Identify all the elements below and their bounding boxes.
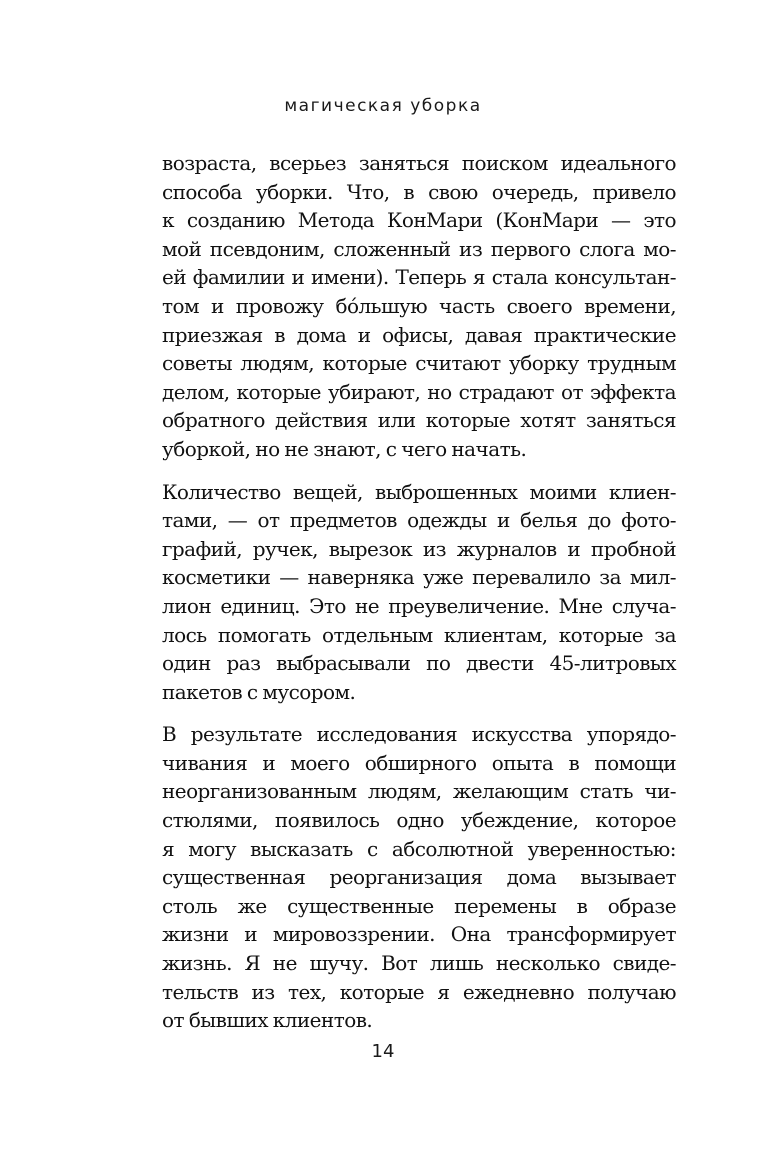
text-line: приезжая в дома и офисы, давая практические xyxy=(162,322,676,347)
text-line: Количество вещей, выброшенных моими клиен- xyxy=(162,479,676,504)
page-number: 14 xyxy=(371,1041,395,1062)
text-line: уборкой, но не знают, с чего начать. xyxy=(162,436,527,461)
text-line: к созданию Метода КонМари (КонМари — это xyxy=(162,208,676,233)
text-line: обратного действия или которые хотят заняться xyxy=(162,408,676,433)
paragraph xyxy=(162,149,676,464)
text-line: чивания и моего обширного опыта в помощи xyxy=(162,750,676,775)
text-line: лось помогать отдельным клиентам, которые за xyxy=(162,622,676,647)
text-line: советы людям, которые считают уборку трудным xyxy=(162,351,676,376)
paragraph xyxy=(162,478,676,707)
text-line: графий, ручек, вырезок из журналов и пробной xyxy=(162,536,676,561)
running-head: магическая уборка xyxy=(284,96,482,116)
text-line: косметики — наверняка уже перевалило за мил- xyxy=(162,565,676,590)
body-text xyxy=(162,149,676,1049)
text-line: существенная реорганизация дома вызывает xyxy=(162,865,676,890)
text-line: столь же существенные перемены в образе xyxy=(162,893,676,918)
text-line: один раз выбрасывали по двести 45-литровых xyxy=(162,651,676,676)
text-line: лион единиц. Это не преувеличение. Мне случа- xyxy=(162,593,676,618)
text-line: тами, — от предметов одежды и белья до фото- xyxy=(162,508,676,533)
text-line: пакетов с мусором. xyxy=(162,679,356,704)
text-line: тельств из тех, которые я ежедневно получаю xyxy=(162,979,676,1004)
text-line: возраста, всерьез заняться поиском идеального xyxy=(162,151,676,175)
text-line: делом, которые убирают, но страдают от эффекта xyxy=(162,379,676,404)
text-line: мой псевдоним, сложенный из первого слога мо- xyxy=(162,236,676,261)
text-line: В результате исследования искусства упорядо- xyxy=(162,722,676,747)
text-line: способа уборки. Что, в свою очередь, привело xyxy=(162,179,676,204)
text-line: ей фамилии и имени). Теперь я стала консультан- xyxy=(162,265,676,290)
text-line: неорганизованным людям, желающим стать чи- xyxy=(162,779,676,804)
text-line: жизнь. Я не шучу. Вот лишь несколько свиде- xyxy=(162,951,676,976)
text-line: жизни и мировоззрении. Она трансформирует xyxy=(162,922,676,947)
text-line: от бывших клиентов. xyxy=(162,1008,373,1033)
paragraph xyxy=(162,720,676,1035)
text-line: я могу высказать с абсолютной уверенностью: xyxy=(162,836,676,861)
text-line: том и провожу бо́льшую часть своего времени, xyxy=(162,293,676,318)
text-line: стюлями, появилось одно убеждение, которое xyxy=(162,808,676,833)
